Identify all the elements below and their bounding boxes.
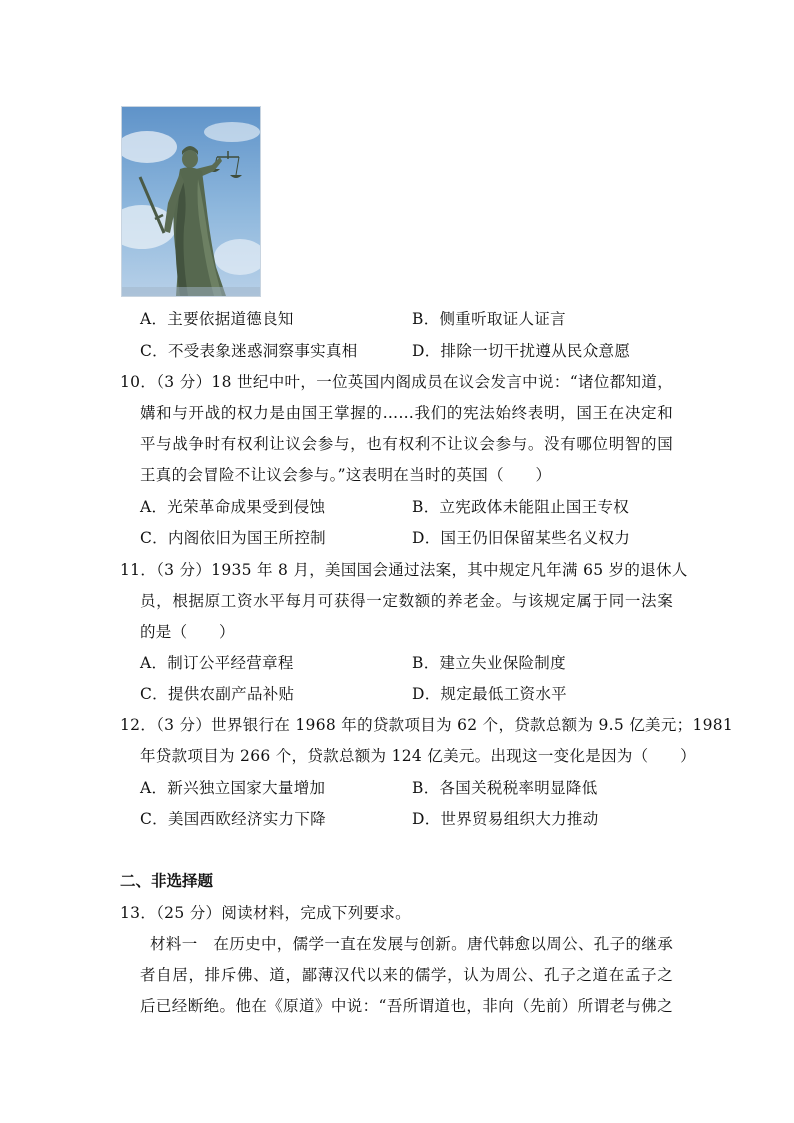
- q10-option-b: B．立宪政体未能阻止国王专权: [412, 498, 630, 516]
- q10-stem-line-3: 平与战争时有权利让议会参与，也有权利不让议会参与。没有哪位明智的国: [140, 435, 673, 453]
- q10-stem-line-2: 媾和与开战的权力是由国王掌握的……我们的宪法始终表明，国王在决定和: [140, 404, 673, 422]
- q13-material-line-3: 后已经断绝。他在《原道》中说：“吾所谓道也，非向（先前）所谓老与佛之: [140, 997, 673, 1015]
- q12-stem-line-1: 12．（3 分）世界银行在 1968 年的贷款项目为 62 个，贷款总额为 9.5 亿美元；1981: [120, 716, 734, 734]
- q9-option-b: B．侧重听取证人证言: [412, 310, 566, 328]
- q11-option-d: D．规定最低工资水平: [412, 685, 567, 703]
- q11-stem-line-1: 11．（3 分）1935 年 8 月，美国国会通过法案，其中规定凡年满 65 岁的退休人: [120, 561, 688, 579]
- q10-option-c: C．内阁依旧为国王所控制: [140, 529, 326, 547]
- section-heading: 二、非选择题: [120, 871, 214, 890]
- q12-option-d: D．世界贸易组织大力推动: [412, 810, 599, 828]
- q12-stem-line-2: 年贷款项目为 266 个，贷款总额为 124 亿美元。出现这一变化是因为（ ）: [140, 747, 696, 765]
- q12-option-b: B．各国关税税率明显降低: [412, 779, 598, 797]
- q9-option-c: C．不受表象迷惑洞察事实真相: [140, 342, 358, 360]
- q12-option-a: A．新兴独立国家大量增加: [140, 779, 326, 797]
- q11-option-c: C．提供农副产品补贴: [140, 685, 295, 703]
- q10-stem-line-4: 王真的会冒险不让议会参与。”这表明在当时的英国（ ）: [140, 466, 552, 484]
- q11-stem-line-3: 的是（ ）: [140, 623, 235, 641]
- q11-stem-line-2: 员，根据原工资水平每月可获得一定数额的养老金。与该规定属于同一法案: [140, 592, 673, 610]
- q13-stem-line-1: 13．（25 分）阅读材料，完成下列要求。: [120, 904, 411, 922]
- q9-option-d: D．排除一切干扰遵从民众意愿: [412, 342, 631, 360]
- q10-option-d: D．国王仍旧保留某些名义权力: [412, 529, 631, 547]
- q11-option-a: A．制订公平经营章程: [140, 654, 294, 672]
- q10-option-a: A．光荣革命成果受到侵蚀: [140, 498, 326, 516]
- q9-option-a: A．主要依据道德良知: [140, 310, 294, 328]
- q11-option-b: B．建立失业保险制度: [412, 654, 566, 672]
- justice-statue-image: [121, 106, 261, 297]
- q10-stem-line-1: 10．（3 分）18 世纪中叶，一位英国内阁成员在议会发言中说：“诸位都知道，: [120, 373, 673, 391]
- q13-material-line-1: 材料一 在历史中，儒学一直在发展与创新。唐代韩愈以周公、孔子的继承: [150, 935, 673, 953]
- q12-option-c: C．美国西欧经济实力下降: [140, 810, 326, 828]
- q13-material-line-2: 者自居，排斥佛、道，鄙薄汉代以来的儒学，认为周公、孔子之道在孟子之: [140, 966, 673, 984]
